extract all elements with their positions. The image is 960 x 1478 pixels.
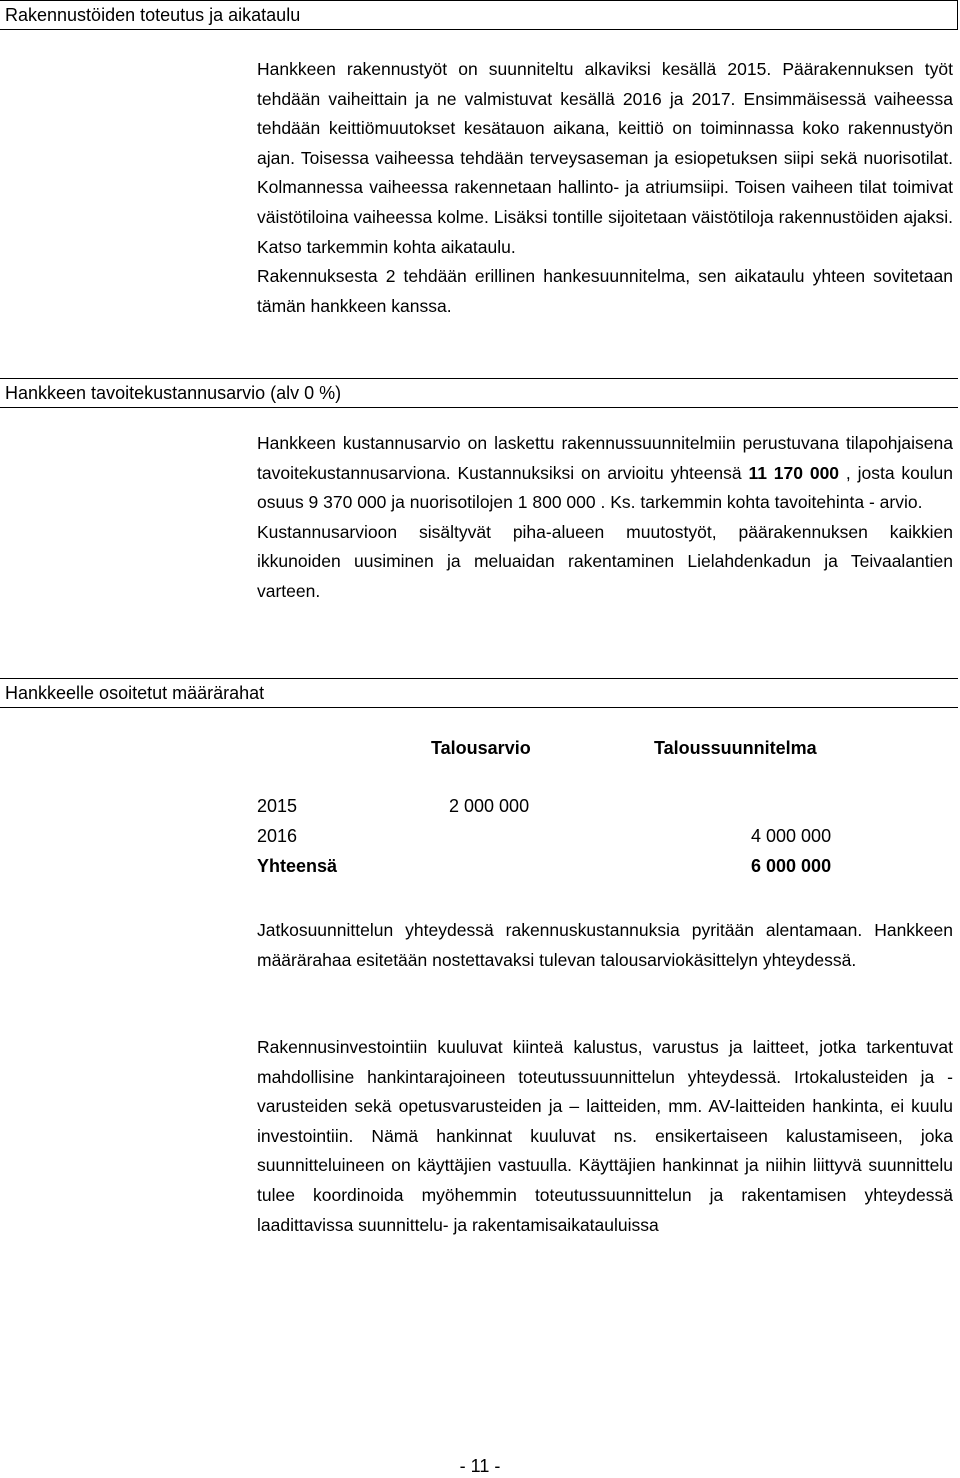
section-heading-schedule: [0, 0, 958, 30]
cost-p1-youth: ja nuorisotilojen 1 800 000: [391, 492, 596, 513]
row-plan-value: 6 000 000: [751, 856, 832, 876]
table-row: [257, 821, 857, 851]
appropriations-text-2: [257, 1033, 953, 1240]
schedule-paragraph-2: Rakennuksesta 2 tehdään erillinen hankesuunnitelma, sen aikataulu yhteen sovitetaan tämän hankkeen kanssa.: [257, 266, 953, 316]
cost-paragraph-1: [257, 429, 953, 518]
cost-total: 11 170 000: [748, 462, 840, 483]
section-heading-appropriations: [0, 678, 958, 708]
row-budget-value: 2 000 000: [449, 796, 530, 816]
cost-p1-post: . Ks. tarkemmin kohta tavoitehinta - arvio.: [600, 492, 923, 513]
section-heading-schedule-text: Rakennustöiden toteutus ja aikataulu: [5, 5, 301, 25]
schedule-text: [257, 55, 953, 321]
table-row: [257, 791, 857, 821]
row-label: Yhteensä: [257, 856, 338, 876]
column-header-plan: [654, 733, 817, 763]
column-header-budget-text: Talousarvio: [431, 738, 531, 758]
cost-paragraph-2: Kustannusarvioon sisältyvät piha-alueen muutostyöt, päärakennuksen kaikkien ikkunoiden uusiminen ja meluaidan rakentaminen Lielahdenkadun ja Teivaalantien varteen.: [257, 521, 953, 601]
section-heading-appropriations-text: Hankkeelle osoitetut määrärahat: [5, 683, 265, 703]
cost-p1-school: , josta koulun osuus 9 370 000: [257, 462, 953, 513]
cost-p1-pre: Hankkeen kustannusarvio on laskettu rakennussuunnitelmiin perustuvana tilapohjaisena tavoitekustannusarviona. Kustannuksiksi on arvioitu yhteensä: [257, 433, 953, 483]
section-heading-cost: [0, 378, 958, 408]
euro-icon: [839, 463, 846, 483]
page-number: - 11 -: [459, 1456, 501, 1476]
table-row-total: [257, 851, 857, 881]
schedule-paragraph-1: Hankkeen rakennustyöt on suunniteltu alkaviksi kesällä 2015. Päärakennuksen työt tehdään vaiheittain ja ne valmistuvat kesällä 2016 ja 2017. Ensimmäisessä vaiheessa tehdään keittiömuutokset kesätauon aikana, keittiö on toiminnassa koko rakennustyön ajan. Toisessa vaiheessa tehdään terveysaseman ja esiopetuksen siipi sekä nuorisotilat. Kolmannessa vaiheessa rakennetaan hallinto- ja atriumsiipi. Toisen vaiheen tilat toimivat väistötiloina vaiheessa kolme. Lisäksi tontille sijoitetaan väistötiloja rakennustöiden ajaksi. Katso tarkemmin kohta aikataulu.: [257, 59, 953, 257]
row-label: 2016: [257, 826, 298, 846]
column-header-budget: [431, 733, 531, 763]
row-label: 2015: [257, 796, 298, 816]
appropriations-paragraph-1: Jatkosuunnittelun yhteydessä rakennuskustannuksia pyritään alentamaan. Hankkeen määrärahaa esitetään nostettavaksi tulevan talousarviokäsittelyn yhteydessä.: [257, 920, 953, 970]
row-plan-value: 4 000 000: [751, 826, 832, 846]
appropriations-text-1: [257, 916, 953, 975]
column-header-plan-text: Taloussuunnitelma: [654, 738, 817, 758]
section-heading-cost-text: Hankkeen tavoitekustannusarvio (alv 0 %): [5, 383, 342, 403]
cost-text: [257, 429, 953, 607]
appropriations-paragraph-2: Rakennusinvestointiin kuuluvat kiinteä kalustus, varustus ja laitteet, jotka tarkentuvat mahdollisine hankintarajoineen toteutussuunnittelun yhteydessä. Irtokalusteiden ja - varusteiden sekä opetusvarusteiden ja – laitteiden, mm. AV-laitteiden hankinta, ei kuulu investointiin. Nämä hankinnat kuuluvat ns. ensikertaiseen kalustamiseen, joka suunnitteluineen on käyttäjien vastuulla. Käyttäjien hankinnat ja niihin liittyvä suunnittelu tulee koordinoida myöhemmin toteutussuunnittelun ja rakentamisen yhteydessä laadittavissa suunnittelu- ja rakentamisaikatauluissa: [257, 1037, 953, 1235]
